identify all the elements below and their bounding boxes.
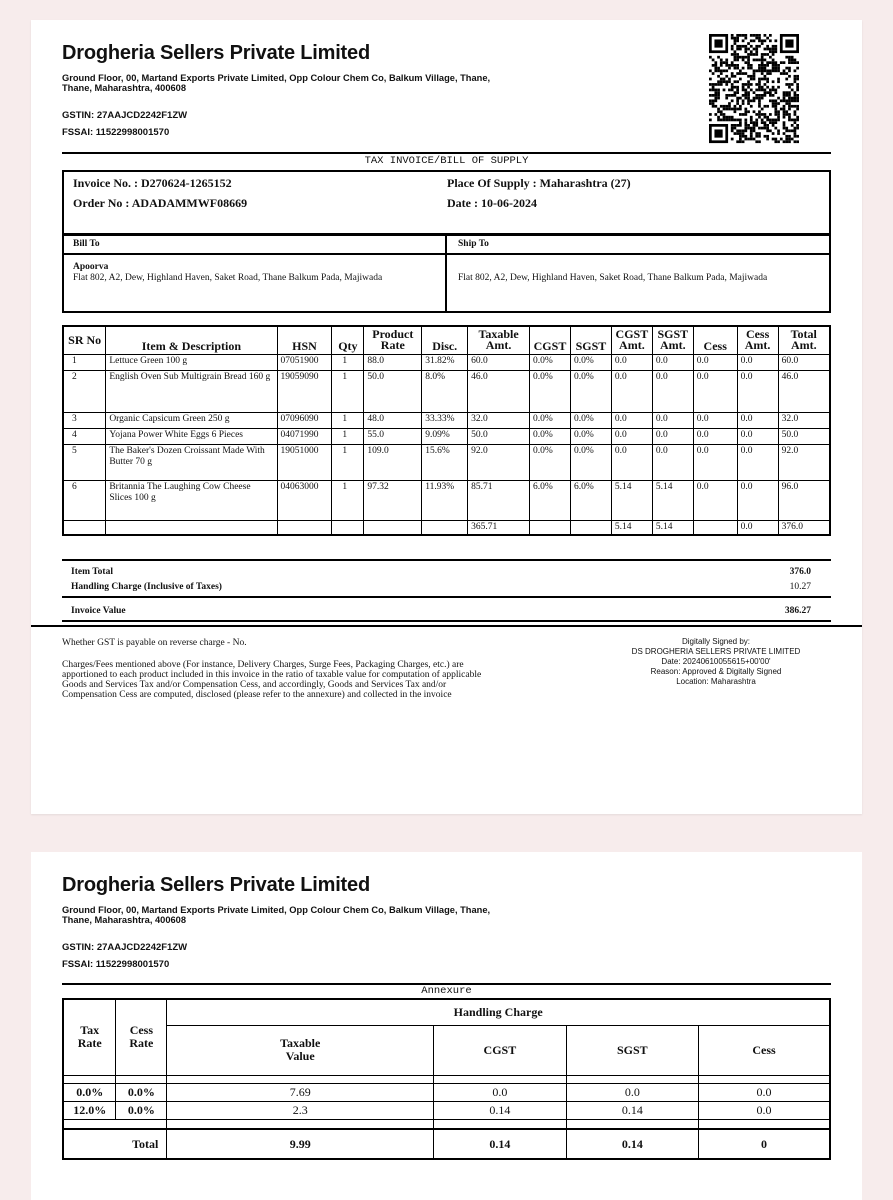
cell-taxable: 85.71 xyxy=(468,480,530,520)
cell-taxable: 60.0 xyxy=(468,354,530,370)
ann-col-cess: Cess xyxy=(699,1025,830,1075)
address-body xyxy=(62,253,831,313)
company-name: Drogheria Sellers Private Limited xyxy=(62,874,370,896)
cell-sr: 1 xyxy=(63,354,106,370)
invoice-value-label: Invoice Value xyxy=(71,606,126,616)
cell-qty: 1 xyxy=(332,370,364,412)
company-gstin: GSTIN: 27AAJCD2242F1ZW xyxy=(62,942,188,953)
col-cgst-amt: CGST Amt. xyxy=(611,326,652,354)
item-total-label: Item Total xyxy=(71,567,113,577)
cell-disc: 8.0% xyxy=(422,370,468,412)
cell-sr: 5 xyxy=(63,444,106,480)
address-header xyxy=(62,233,831,255)
handling-charge-value: 10.27 xyxy=(789,582,811,592)
qr-code xyxy=(709,34,799,144)
cell-qty: 1 xyxy=(332,480,364,520)
ship-to-address: Flat 802, A2, Dew, Highland Haven, Saket Road, Thane Balkum Pada, Majiwada xyxy=(458,273,768,283)
cell-rate: 88.0 xyxy=(364,354,422,370)
cell-item: English Oven Sub Multigrain Bread 160 g xyxy=(106,370,277,412)
item-total-value: 376.0 xyxy=(789,567,811,577)
order-number: Order No : ADADAMMWF08669 xyxy=(73,196,248,210)
cell-sgst-amt: 0.0 xyxy=(652,354,693,370)
cell-cess: 0.0 xyxy=(693,428,737,444)
col-disc: Disc. xyxy=(422,326,468,354)
ann-row: 12.0% 0.0% 2.3 0.14 0.14 0.0 xyxy=(63,1101,830,1119)
cell-sgst-amt: 5.14 xyxy=(652,480,693,520)
cell-sr: 2 xyxy=(63,370,106,412)
cell-hsn: 19059090 xyxy=(277,370,332,412)
cell-rate: 50.0 xyxy=(364,370,422,412)
cell-cgst: 0.0% xyxy=(530,412,571,428)
cell-sgst: 0.0% xyxy=(570,412,611,428)
cell-cgst-amt: 0.0 xyxy=(611,412,652,428)
cell-total: 46.0 xyxy=(778,370,830,412)
cell-total: 92.0 xyxy=(778,444,830,480)
cell-cess-amt: 0.0 xyxy=(737,354,778,370)
cell-total: 32.0 xyxy=(778,412,830,428)
annexure-table xyxy=(62,998,831,1160)
cell-cgst-amt: 0.0 xyxy=(611,354,652,370)
total-total: 376.0 xyxy=(778,520,830,535)
cell-sgst-amt: 0.0 xyxy=(652,444,693,480)
cell-total: 60.0 xyxy=(778,354,830,370)
cell-qty: 1 xyxy=(332,354,364,370)
total-cgst-amt: 5.14 xyxy=(611,520,652,535)
col-sr: SR No xyxy=(63,326,106,354)
place-of-supply: Place Of Supply : Maharashtra (27) xyxy=(447,176,631,190)
invoice-page xyxy=(31,20,862,814)
cell-sgst: 0.0% xyxy=(570,428,611,444)
total-cess-amt: 0.0 xyxy=(737,520,778,535)
reverse-charge-note: Whether GST is payable on reverse charge - No. xyxy=(62,638,247,648)
company-address: Ground Floor, 00, Martand Exports Private Limited, Opp Colour Chem Co, Balkum Village, Thane, Thane, Maharashtra, 400608 xyxy=(62,905,491,925)
cell-sgst: 6.0% xyxy=(570,480,611,520)
cell-cess-amt: 0.0 xyxy=(737,444,778,480)
cell-cess: 0.0 xyxy=(693,412,737,428)
ship-to-label: Ship To xyxy=(458,239,489,249)
items-table xyxy=(62,325,831,536)
cell-taxable: 32.0 xyxy=(468,412,530,428)
cell-item: The Baker's Dozen Croissant Made With Butter 70 g xyxy=(106,444,277,480)
bill-to-address: Flat 802, A2, Dew, Highland Haven, Saket Road, Thane Balkum Pada, Majiwada xyxy=(73,273,383,283)
cell-disc: 31.82% xyxy=(422,354,468,370)
cell-hsn: 19051000 xyxy=(277,444,332,480)
cell-taxable: 50.0 xyxy=(468,428,530,444)
cell-cgst-amt: 5.14 xyxy=(611,480,652,520)
invoice-value: 386.27 xyxy=(784,606,811,616)
col-cess-amt: Cess Amt. xyxy=(737,326,778,354)
cell-disc: 15.6% xyxy=(422,444,468,480)
cell-cgst: 0.0% xyxy=(530,370,571,412)
cell-sgst: 0.0% xyxy=(570,444,611,480)
ann-col-taxable: Taxable Value xyxy=(167,1025,434,1075)
divider xyxy=(62,152,831,154)
cell-qty: 1 xyxy=(332,412,364,428)
cell-rate: 55.0 xyxy=(364,428,422,444)
col-taxable: Taxable Amt. xyxy=(468,326,530,354)
cell-hsn: 07096090 xyxy=(277,412,332,428)
cell-taxable: 92.0 xyxy=(468,444,530,480)
cell-cgst: 6.0% xyxy=(530,480,571,520)
cell-sgst: 0.0% xyxy=(570,370,611,412)
items-header-row xyxy=(63,326,830,354)
cell-sr: 3 xyxy=(63,412,106,428)
cell-cess: 0.0 xyxy=(693,370,737,412)
digital-signature: Digitally Signed by: DS DROGHERIA SELLERS PRIVATE LIMITED Date: 20240610055615+00'00' Reason: Approved & Digitally Signed Location: Maharashtra xyxy=(631,637,801,686)
cell-cess: 0.0 xyxy=(693,480,737,520)
cell-sgst: 0.0% xyxy=(570,354,611,370)
ann-row: 0.0% 0.0% 7.69 0.0 0.0 0.0 xyxy=(63,1083,830,1101)
table-row xyxy=(63,444,830,480)
cell-item: Britannia The Laughing Cow Cheese Slices 100 g xyxy=(106,480,277,520)
invoice-date: Date : 10-06-2024 xyxy=(447,196,537,210)
bill-to-label: Bill To xyxy=(73,239,100,249)
col-hsn: HSN xyxy=(277,326,332,354)
cell-cgst: 0.0% xyxy=(530,444,571,480)
cell-item: Lettuce Green 100 g xyxy=(106,354,277,370)
col-cess: Cess xyxy=(693,326,737,354)
col-total: Total Amt. xyxy=(778,326,830,354)
cell-cgst: 0.0% xyxy=(530,428,571,444)
col-rate: Product Rate xyxy=(364,326,422,354)
handling-charge-label: Handling Charge (Inclusive of Taxes) xyxy=(71,582,222,592)
cell-cess: 0.0 xyxy=(693,444,737,480)
cell-rate: 97.32 xyxy=(364,480,422,520)
cell-cess-amt: 0.0 xyxy=(737,428,778,444)
total-sgst-amt: 5.14 xyxy=(652,520,693,535)
cell-cgst-amt: 0.0 xyxy=(611,444,652,480)
cell-taxable: 46.0 xyxy=(468,370,530,412)
cell-rate: 48.0 xyxy=(364,412,422,428)
cell-sr: 4 xyxy=(63,428,106,444)
table-row xyxy=(63,412,830,428)
company-address: Ground Floor, 00, Martand Exports Private Limited, Opp Colour Chem Co, Balkum Village, Thane, Thane, Maharashtra, 400608 xyxy=(62,73,491,93)
cell-cgst: 0.0% xyxy=(530,354,571,370)
ann-col-tax-rate: Tax Rate xyxy=(63,999,116,1075)
cell-cess-amt: 0.0 xyxy=(737,480,778,520)
invoice-info-box xyxy=(62,170,831,236)
col-sgst-amt: SGST Amt. xyxy=(652,326,693,354)
ann-group-handling: Handling Charge xyxy=(167,999,830,1025)
bill-to-name: Apoorva xyxy=(73,262,109,272)
table-row xyxy=(63,354,830,370)
ann-total-row: Total 9.99 0.14 0.14 0 xyxy=(63,1129,830,1159)
cell-qty: 1 xyxy=(332,444,364,480)
annexure-page xyxy=(31,852,862,1200)
cell-total: 96.0 xyxy=(778,480,830,520)
cell-item: Yojana Power White Eggs 6 Pieces xyxy=(106,428,277,444)
table-row xyxy=(63,370,830,412)
cell-rate: 109.0 xyxy=(364,444,422,480)
table-row xyxy=(63,428,830,444)
cell-cess-amt: 0.0 xyxy=(737,370,778,412)
cell-item: Organic Capsicum Green 250 g xyxy=(106,412,277,428)
cell-sr: 6 xyxy=(63,480,106,520)
cell-total: 50.0 xyxy=(778,428,830,444)
company-fssai: FSSAI: 11522998001570 xyxy=(62,959,170,970)
company-gstin: GSTIN: 27AAJCD2242F1ZW xyxy=(62,110,188,121)
charges-note: Charges/Fees mentioned above (For instance, Delivery Charges, Surge Fees, Packaging Charges, etc.) are apportioned to each product included in this invoice in the ratio of taxable value for computation of applicable Goods and Services Tax and/or Compensation Cess, and accordingly, Goods and Services Tax and/or Compensation Cess are computed, disclosed (please refer to the annexure) and collected in the invoice xyxy=(62,660,482,700)
cell-sgst-amt: 0.0 xyxy=(652,370,693,412)
cell-sgst-amt: 0.0 xyxy=(652,428,693,444)
ann-col-cgst: CGST xyxy=(434,1025,566,1075)
cell-cgst-amt: 0.0 xyxy=(611,428,652,444)
cell-disc: 9.09% xyxy=(422,428,468,444)
document-title: TAX INVOICE/BILL OF SUPPLY xyxy=(364,155,529,167)
total-taxable: 365.71 xyxy=(468,520,530,535)
cell-hsn: 04063000 xyxy=(277,480,332,520)
cell-hsn: 07051900 xyxy=(277,354,332,370)
cell-hsn: 04071990 xyxy=(277,428,332,444)
cell-disc: 33.33% xyxy=(422,412,468,428)
col-cgst: CGST xyxy=(530,326,571,354)
cell-qty: 1 xyxy=(332,428,364,444)
col-item: Item & Description xyxy=(106,326,277,354)
cell-cess-amt: 0.0 xyxy=(737,412,778,428)
col-sgst: SGST xyxy=(570,326,611,354)
company-fssai: FSSAI: 11522998001570 xyxy=(62,127,170,138)
cell-disc: 11.93% xyxy=(422,480,468,520)
col-qty: Qty xyxy=(332,326,364,354)
cell-sgst-amt: 0.0 xyxy=(652,412,693,428)
annexure-title: Annexure xyxy=(421,985,472,997)
items-total-row xyxy=(63,520,830,535)
invoice-number: Invoice No. : D270624-1265152 xyxy=(73,176,232,190)
cell-cgst-amt: 0.0 xyxy=(611,370,652,412)
cell-cess: 0.0 xyxy=(693,354,737,370)
company-name: Drogheria Sellers Private Limited xyxy=(62,42,370,64)
ann-col-cess-rate: Cess Rate xyxy=(116,999,167,1075)
ann-col-sgst: SGST xyxy=(566,1025,698,1075)
table-row xyxy=(63,480,830,520)
